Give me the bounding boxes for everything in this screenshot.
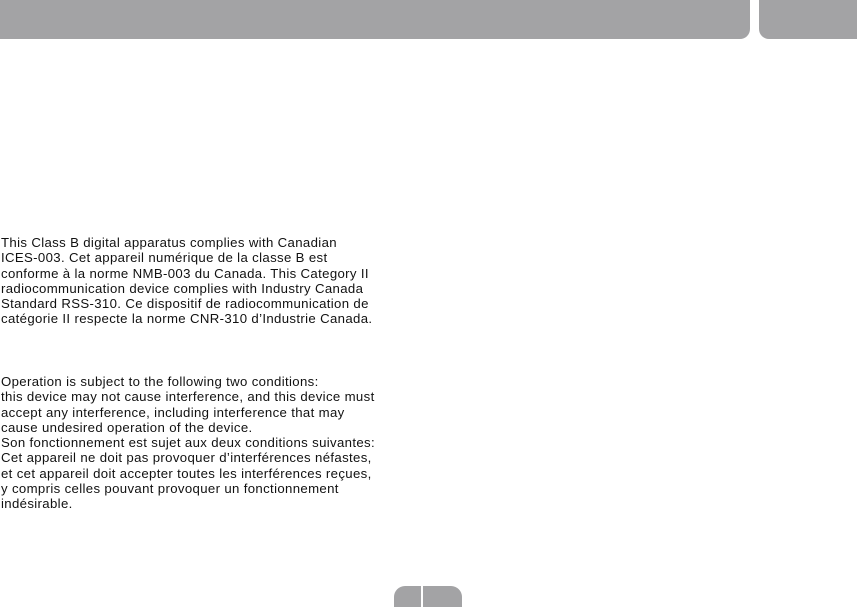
text-line: radiocommunication device complies with Industry Canada [1,280,364,296]
text-line: Son fonctionnement est sujet aux deux conditions suivantes: [1,435,376,451]
page-marker-right [423,586,462,607]
text-line: indésirable. [1,496,73,512]
text-line: Operation is subject to the following two conditions: [1,374,319,389]
text-line: y compris celles pouvant provoquer un fonctionnement [1,481,339,497]
text-line: catégorie II respecte la norme CNR-310 d’Industrie Canada. [1,311,373,327]
text-line: Standard RSS-310. Ce dispositif de radiocommunication de [1,296,369,312]
text-line: cause undesired operation of the device. [1,419,253,435]
text-line: ICES-003. Cet appareil numérique de la classe B est [1,250,328,266]
compliance-paragraph [1,235,421,327]
page-marker-left [394,586,421,607]
text-line: This Class B digital apparatus complies with Canadian [1,235,337,250]
text-line: Cet appareil ne doit pas provoquer d’interférences néfastes, [1,450,372,466]
text-line: et cet appareil doit accepter toutes les interférences reçues, [1,465,372,481]
text-line: conforme à la norme NMB-003 du Canada. This Category II [1,265,369,281]
header-bar [0,0,750,39]
text-line: accept any interference, including interference that may [1,404,345,420]
header-tab [759,0,857,39]
operation-conditions-paragraph [1,374,421,512]
text-line: this device may not cause interference, and this device must [1,389,375,405]
